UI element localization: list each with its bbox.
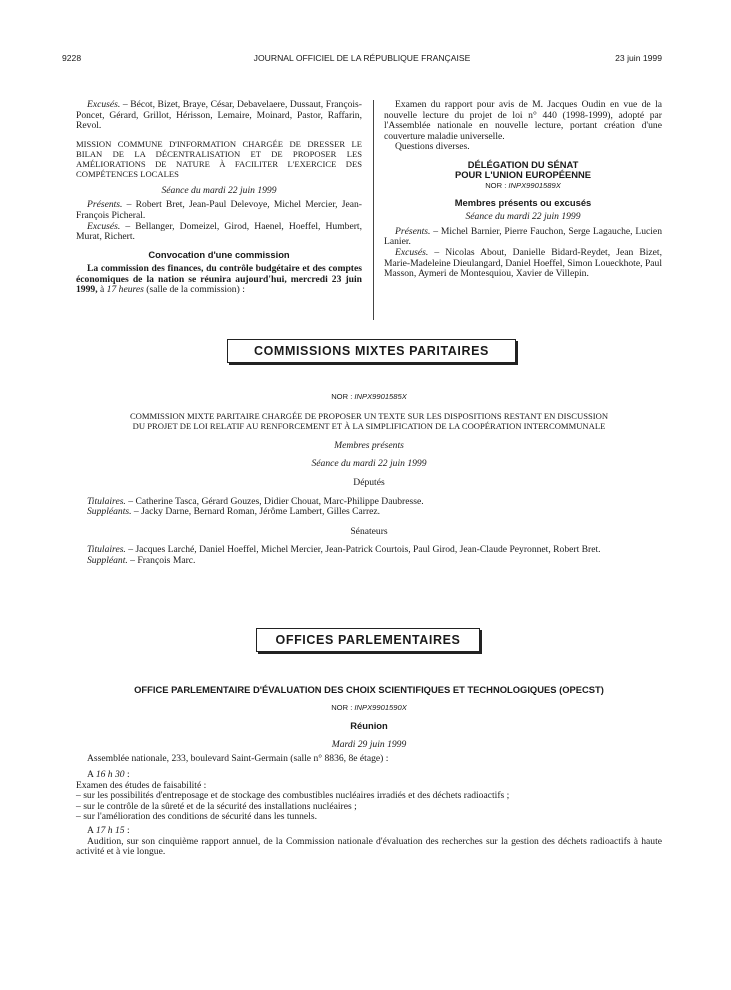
cmp-title-line2: DU PROJET DE LOI RELATIF AU RENFORCEMENT ET À LA SIMPLIFICATION DE LA COOPÉRATION INTERCOMMUNALE [132,421,606,432]
examen-item-1: – sur les possibilités d'entreposage et de stockage des combustibles nucléaires irradiés et des déchets radioactifs ; [76,790,510,802]
column-divider [373,100,374,320]
delegation-presents: Présents. – Michel Barnier, Pierre Fauchon, Serge Lagauche, Lucien Lanier. [384,225,662,248]
mission-title: MISSION COMMUNE D'INFORMATION CHARGÉE DE DRESSER LE BILAN DE LA DÉCENTRALISATION ET DE PROPOSER LES AMÉLIORATIONS DE NATURE À FACILITER L'EXERCICE DES COMPÉTENCES LOCALES [76,138,362,179]
excuses-paragraph: Excusés. – Bécot, Bizet, Braye, César, Debavelaere, Dussaut, François-Poncet, Gérard, Grillot, Hérisson, Lemaire, Moinard, Pastor, Raffarin, Revol. [76,99,362,132]
delegation-title-line2: POUR L'UNION EUROPÉENNE [454,169,592,181]
cmp-title-line1: COMMISSION MIXTE PARITAIRE CHARGÉE DE PROPOSER UN TEXTE SUR LES DISPOSITIONS RESTANT EN DISCUSSION [129,411,609,421]
delegation-excuses: Excusés. – Nicolas About, Danielle Bidard-Reydet, Jean Bizet, Marie-Madeleine Dieulangard, Daniel Hoeffel, Simon Loueckhote, Paul Masson, Aymeri de Montesquiou, Xavier de Villepin. [384,246,662,280]
senateurs-suppleant: Suppléant. – François Marc. [87,554,196,566]
membres-heading: Membres présents ou excusés [454,196,592,208]
reunion-location: Assemblée nationale, 233, boulevard Saint-Germain (salle n° 8836, 8e étage) : [87,753,389,765]
examen-item-3: – sur l'amélioration des conditions de sécurité dans les tunnels. [76,811,317,823]
questions-diverses: Questions diverses. [395,141,470,153]
issue-date: 23 juin 1999 [615,53,662,63]
examen-item-2: – sur le contrôle de la sûreté et de la sécurité des installations nucléaires ; [76,800,357,812]
convocation-heading: Convocation d'une commission [148,248,290,260]
mission-presents: Présents. – Robert Bret, Jean-Paul Delevoye, Michel Mercier, Jean-François Picheral. [76,199,362,221]
delegation-title-line1: DÉLÉGATION DU SÉNAT [467,158,579,170]
office-nor: NOR : INPX9901590X [331,703,407,713]
senateurs-titulaires: Titulaires. – Jacques Larché, Daniel Hoeffel, Michel Mercier, Jean-Patrick Courtois, Paul Girod, Jean-Claude Peyronnet, Robert Bret. [87,544,601,556]
deputes-suppleants: Suppléants. – Jacky Darne, Bernard Roman, Jérôme Lambert, Gilles Carrez. [87,506,381,518]
audition-paragraph: Audition, sur son cinquième rapport annuel, de la Commission nationale d'évaluation des recherches sur la gestion des déchets radioactifs à haute activité et à vie longue. [76,835,662,858]
mission-excuses: Excusés. – Bellanger, Domeizel, Girod, Haenel, Hoeffel, Humbert, Murat, Richert. [76,220,362,243]
time-slot-2: A 17 h 15 : [87,824,130,836]
page-number: 9228 [62,53,82,63]
mission-seance: Séance du mardi 22 juin 1999 [161,184,277,196]
right-column [384,100,662,280]
cmp-banner: COMMISSIONS MIXTES PARITAIRES [227,339,516,363]
delegation-nor: NOR : INPX9901589X [485,180,561,190]
page-header [62,53,662,65]
offices-banner: OFFICES PARLEMENTAIRES [256,628,480,652]
office-title: OFFICE PARLEMENTAIRE D'ÉVALUATION DES CHOIX SCIENTIFIQUES ET TECHNOLOGIQUES (OPECST) [134,684,604,695]
examen-etudes: Examen des études de faisabilité : [76,779,207,791]
reunion-heading: Réunion [350,720,388,732]
cmp-seance: Séance du mardi 22 juin 1999 [311,458,427,470]
examen-paragraph: Examen du rapport pour avis de M. Jacques Oudin en vue de la nouvelle lecture du projet de loi n° 440 (1998-1999), adopté par l'Assemblée nationale en nouvelle lecture, portant création d'une couverture maladie universelle. [384,99,662,142]
cmp-membres: Membres présents [334,439,404,451]
cmp-section [76,392,662,567]
left-column [76,100,362,296]
reunion-date: Mardi 29 juin 1999 [331,738,407,750]
cmp-nor: NOR : INPX9901585X [331,392,407,401]
senateurs-heading: Sénateurs [350,525,388,537]
deputes-heading: Députés [353,477,385,488]
time-slot-1: A 16 h 30 : [87,769,130,780]
deputes-titulaires: Titulaires. – Catherine Tasca, Gérard Gouzes, Didier Chouat, Marc-Philippe Daubresse. [87,495,424,507]
convocation-paragraph: La commission des finances, du contrôle budgétaire et des comptes économiques de la nation se réunira aujourd'hui, mercredi 23 juin 1999, à 17 heures (salle de la commission) : [76,263,362,296]
delegation-seance: Séance du mardi 22 juin 1999 [465,211,581,223]
offices-section [76,685,662,858]
journal-title: JOURNAL OFFICIEL DE LA RÉPUBLIQUE FRANÇAISE [253,53,471,63]
